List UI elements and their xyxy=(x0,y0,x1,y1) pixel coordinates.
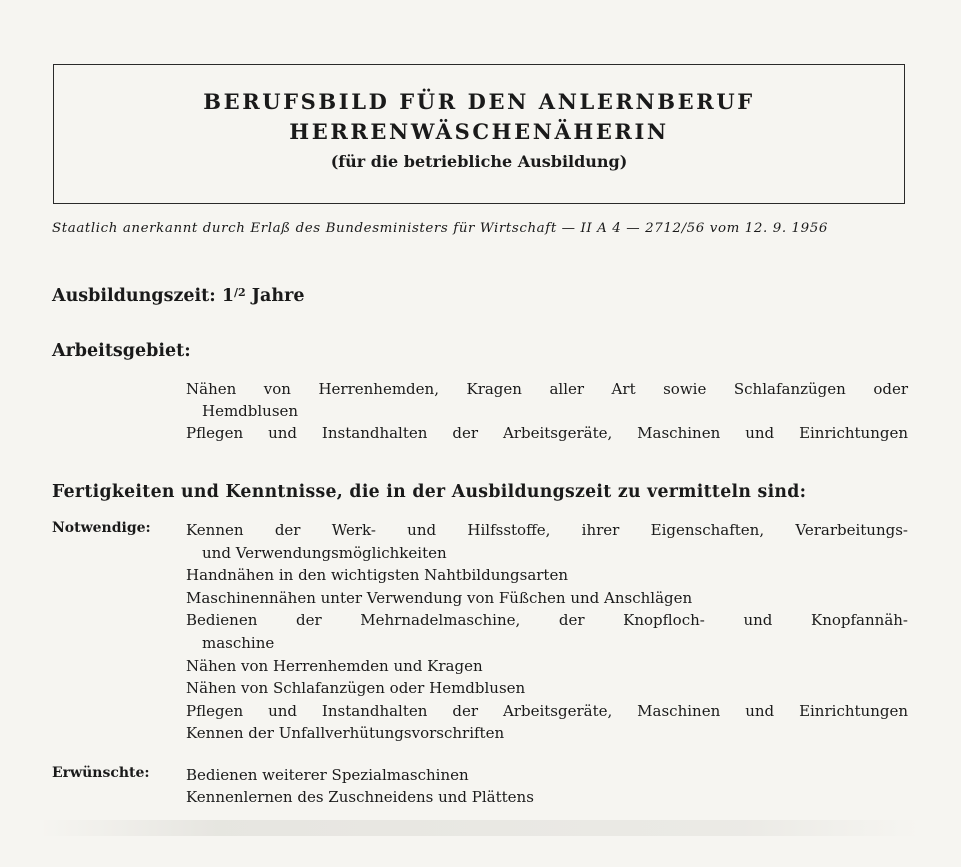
title-box xyxy=(53,64,905,204)
list-item xyxy=(186,587,908,610)
list-item xyxy=(186,677,908,700)
title-subtitle: (für die betriebliche Ausbildung) xyxy=(330,152,628,171)
ausbildungszeit-heading xyxy=(52,286,304,306)
ausbildungszeit-fraction: /2 xyxy=(234,286,246,299)
item-text: Pflegen und Instandhalten der Arbeitsgeräte, Maschinen und Einrichtungen xyxy=(186,424,908,442)
item-continuation: und Verwendungsmöglichkeiten xyxy=(202,543,447,562)
list-item xyxy=(186,564,908,587)
list-item xyxy=(186,764,908,786)
list-item xyxy=(186,786,908,808)
notwendige-list xyxy=(186,519,908,745)
list-item xyxy=(186,422,908,444)
fertigkeiten-heading: Fertigkeiten und Kenntnisse, die in der Ausbildungszeit zu vermitteln sind: xyxy=(52,482,807,502)
item-text: Nähen von Herrenhemden und Kragen xyxy=(186,656,483,675)
title-line-2: HERRENWÄSCHENÄHERIN xyxy=(289,119,669,144)
item-continuation: Hemdblusen xyxy=(202,402,299,420)
list-item xyxy=(186,519,908,564)
item-text: Kennen der Werk- und Hilfsstoffe, ihrer Eigenschaften, Verarbeitungs- xyxy=(186,521,908,539)
item-text: Handnähen in den wichtigsten Nahtbildungsarten xyxy=(186,566,569,585)
item-text: Kennenlernen des Zuschneidens und Plättens xyxy=(186,788,534,806)
erwuenschte-label: Erwünschte: xyxy=(52,765,150,781)
faded-bleed-through xyxy=(40,820,920,836)
item-text: Maschinennähen unter Verwendung von Füßchen und Anschlägen xyxy=(186,588,693,607)
arbeitsgebiet-heading: Arbeitsgebiet: xyxy=(52,341,191,361)
erwuenschte-list xyxy=(186,764,908,808)
list-item xyxy=(186,722,908,745)
list-item xyxy=(186,700,908,723)
item-text: Kennen der Unfallverhütungsvorschriften xyxy=(186,724,505,743)
arbeitsgebiet-list xyxy=(186,378,908,444)
title-line-1: BERUFSBILD FÜR DEN ANLERNBERUF xyxy=(203,89,755,114)
item-text: Bedienen der Mehrnadelmaschine, der Knopfloch- und Knopfannäh- xyxy=(186,611,908,630)
item-continuation: maschine xyxy=(202,633,275,652)
notwendige-label: Notwendige: xyxy=(52,520,151,536)
decree-line: Staatlich anerkannt durch Erlaß des Bundesministers für Wirtschaft — II A 4 — 2712/56 vom 12. 9. 1956 xyxy=(52,221,829,236)
list-item xyxy=(186,655,908,678)
ausbildungszeit-unit: Jahre xyxy=(245,286,305,306)
item-text: Nähen von Schlafanzügen oder Hemdblusen xyxy=(186,679,526,698)
list-item xyxy=(186,378,908,422)
item-text: Bedienen weiterer Spezialmaschinen xyxy=(186,766,469,784)
ausbildungszeit-label: Ausbildungszeit: 1 xyxy=(52,286,234,306)
list-item xyxy=(186,609,908,654)
item-text: Pflegen und Instandhalten der Arbeitsgeräte, Maschinen und Einrichtungen xyxy=(186,701,908,720)
item-text: Nähen von Herrenhemden, Kragen aller Art sowie Schlafanzügen oder xyxy=(186,380,908,398)
